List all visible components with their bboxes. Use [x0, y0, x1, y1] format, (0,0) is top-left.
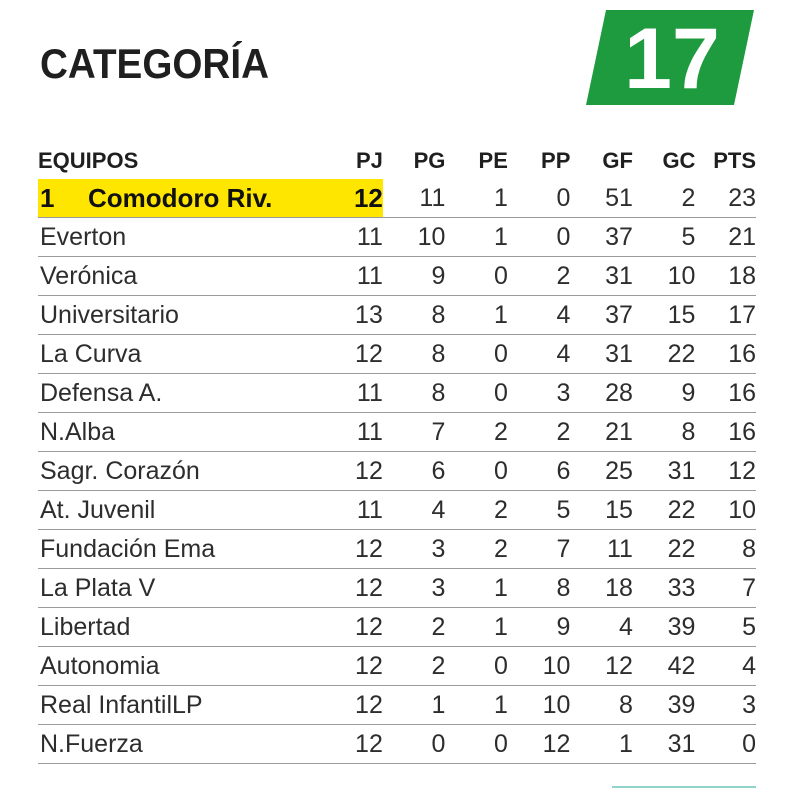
column-header-gf: GF: [602, 148, 633, 173]
stat-pp: 10: [508, 686, 571, 725]
stat-pe: 0: [445, 452, 508, 491]
table-row: [38, 413, 756, 452]
rank-number: 1: [40, 182, 55, 213]
stat-gf: 18: [570, 569, 633, 608]
stat-gc: 15: [633, 296, 696, 335]
stat-pj: 12: [341, 179, 383, 218]
stat-gf: 21: [570, 413, 633, 452]
stat-gc: 22: [633, 530, 696, 569]
stat-gf: 28: [570, 374, 633, 413]
stat-pj: 11: [341, 491, 383, 530]
stat-gf: 51: [570, 179, 633, 218]
stat-gf: 1: [570, 725, 633, 764]
stat-pj: 11: [341, 218, 383, 257]
stat-pts: 17: [695, 296, 756, 335]
stat-pe: 2: [445, 530, 508, 569]
table-row: [38, 569, 756, 608]
stat-pts: 16: [695, 335, 756, 374]
table-row: [38, 608, 756, 647]
team-name: La Curva: [40, 339, 142, 368]
team-cell: [38, 257, 341, 296]
stat-pts: 0: [695, 725, 756, 764]
team-cell: [38, 335, 341, 374]
table-row: [38, 725, 756, 764]
stat-gc: 22: [633, 335, 696, 374]
stat-pg: 7: [383, 413, 446, 452]
category-badge-number: 17: [624, 11, 720, 105]
team-name: N.Fuerza: [40, 729, 143, 758]
team-name: Fundación Ema: [40, 534, 216, 563]
stat-pj: 13: [341, 296, 383, 335]
stat-pg: 6: [383, 452, 446, 491]
team-name: La Plata V: [40, 573, 156, 602]
column-header-pg: PG: [413, 148, 446, 173]
stat-pts: 10: [695, 491, 756, 530]
stat-gf: 11: [570, 530, 633, 569]
stat-pts: 3: [695, 686, 756, 725]
stat-gc: 2: [633, 179, 696, 218]
team-cell: [38, 647, 341, 686]
stat-pj: 12: [341, 647, 383, 686]
stat-pe: 2: [445, 491, 508, 530]
stat-gc: 39: [633, 608, 696, 647]
stat-pts: 21: [695, 218, 756, 257]
stat-gc: 42: [633, 647, 696, 686]
team-name: Defensa A.: [40, 378, 163, 407]
stat-pts: 7: [695, 569, 756, 608]
stat-pj: 11: [341, 413, 383, 452]
page-title: CATEGORÍA: [40, 40, 269, 87]
stat-pts: 16: [695, 374, 756, 413]
team-cell: [38, 608, 341, 647]
stat-pts: 8: [695, 530, 756, 569]
stat-gc: 9: [633, 374, 696, 413]
team-cell: [38, 686, 341, 725]
category-badge: [586, 10, 754, 105]
stat-pp: 0: [508, 218, 571, 257]
stat-pts: 18: [695, 257, 756, 296]
column-header-pe: PE: [478, 148, 508, 173]
stat-pg: 3: [383, 530, 446, 569]
team-cell: [38, 296, 341, 335]
stat-pj: 12: [341, 569, 383, 608]
stat-pp: 10: [508, 647, 571, 686]
team-cell: [38, 725, 341, 764]
table-row: [38, 335, 756, 374]
stat-gc: 31: [633, 725, 696, 764]
stat-pg: 4: [383, 491, 446, 530]
table-header-row: [38, 143, 756, 179]
stat-pj: 12: [341, 725, 383, 764]
stat-gc: 33: [633, 569, 696, 608]
stat-pp: 7: [508, 530, 571, 569]
stat-pp: 2: [508, 257, 571, 296]
team-cell: [38, 569, 341, 608]
stat-pe: 0: [445, 374, 508, 413]
team-name: N.Alba: [40, 417, 116, 446]
stat-pj: 12: [341, 608, 383, 647]
stat-pe: 1: [445, 179, 508, 218]
stat-pts: 5: [695, 608, 756, 647]
stat-pg: 1: [383, 686, 446, 725]
table-row: [38, 218, 756, 257]
stat-pe: 1: [445, 686, 508, 725]
stat-gf: 37: [570, 218, 633, 257]
stat-pj: 12: [341, 530, 383, 569]
stat-pj: 12: [341, 686, 383, 725]
column-header-pp: PP: [541, 148, 571, 173]
stat-pg: 8: [383, 296, 446, 335]
stat-pts: 4: [695, 647, 756, 686]
stat-pe: 1: [445, 608, 508, 647]
stat-pe: 0: [445, 647, 508, 686]
stat-pg: 3: [383, 569, 446, 608]
stat-pp: 8: [508, 569, 571, 608]
stat-pts: 12: [695, 452, 756, 491]
table-row: [38, 374, 756, 413]
stat-pj: 11: [341, 257, 383, 296]
table-row: [38, 452, 756, 491]
stat-gc: 31: [633, 452, 696, 491]
stat-gc: 10: [633, 257, 696, 296]
team-name: Verónica: [40, 261, 138, 290]
stat-pj: 11: [341, 374, 383, 413]
stat-pp: 0: [508, 179, 571, 218]
column-header-equipos: EQUIPOS: [38, 148, 139, 173]
stat-gc: 8: [633, 413, 696, 452]
stat-pp: 9: [508, 608, 571, 647]
table-row: [38, 530, 756, 569]
team-name: Autonomia: [40, 651, 160, 680]
stat-gf: 12: [570, 647, 633, 686]
standings-table: [38, 143, 756, 764]
stat-pe: 1: [445, 569, 508, 608]
stat-pg: 9: [383, 257, 446, 296]
table-row-leader: [38, 179, 756, 218]
stat-gf: 25: [570, 452, 633, 491]
stat-pe: 2: [445, 413, 508, 452]
column-header-pts: PTS: [713, 148, 756, 173]
table-row: [38, 686, 756, 725]
table-row: [38, 296, 756, 335]
stat-gc: 5: [633, 218, 696, 257]
team-cell: [38, 374, 341, 413]
team-cell: [38, 413, 341, 452]
table-row: [38, 491, 756, 530]
stat-pp: 4: [508, 335, 571, 374]
team-cell: [38, 491, 341, 530]
stat-gc: 22: [633, 491, 696, 530]
stat-pg: 0: [383, 725, 446, 764]
team-name: Comodoro Riv.: [88, 182, 273, 213]
team-name: Sagr. Corazón: [40, 456, 200, 485]
column-header-pj: PJ: [355, 148, 383, 173]
stat-gf: 31: [570, 257, 633, 296]
stat-pp: 5: [508, 491, 571, 530]
category-badge-shape: [586, 10, 754, 105]
team-cell: [38, 530, 341, 569]
team-name: Real InfantilLP: [40, 690, 203, 719]
stat-pe: 0: [445, 257, 508, 296]
team-cell: [38, 179, 341, 218]
table-row: [38, 257, 756, 296]
stat-pp: 6: [508, 452, 571, 491]
team-name: Universitario: [40, 300, 179, 329]
stat-pts: 16: [695, 413, 756, 452]
stat-gf: 37: [570, 296, 633, 335]
stat-pts: 23: [695, 179, 756, 218]
team-cell: [38, 452, 341, 491]
team-name: Libertad: [40, 612, 131, 641]
stat-pg: 8: [383, 374, 446, 413]
stat-gf: 15: [570, 491, 633, 530]
stat-pe: 1: [445, 296, 508, 335]
stat-pj: 12: [341, 335, 383, 374]
stat-pp: 2: [508, 413, 571, 452]
stat-pj: 12: [341, 452, 383, 491]
stat-pg: 2: [383, 647, 446, 686]
stat-pe: 1: [445, 218, 508, 257]
footer-divider: [612, 786, 756, 788]
column-header-gc: GC: [662, 148, 696, 173]
stat-pe: 0: [445, 335, 508, 374]
team-cell: [38, 218, 341, 257]
stat-pg: 10: [383, 218, 446, 257]
team-name: At. Juvenil: [40, 495, 156, 524]
stat-pp: 12: [508, 725, 571, 764]
stat-gc: 39: [633, 686, 696, 725]
stat-pp: 4: [508, 296, 571, 335]
stat-gf: 31: [570, 335, 633, 374]
stat-pp: 3: [508, 374, 571, 413]
team-name: Everton: [40, 222, 127, 251]
table-row: [38, 647, 756, 686]
stat-pg: 2: [383, 608, 446, 647]
stat-pe: 0: [445, 725, 508, 764]
stat-gf: 4: [570, 608, 633, 647]
stat-pg: 11: [383, 179, 446, 218]
stat-gf: 8: [570, 686, 633, 725]
stat-pg: 8: [383, 335, 446, 374]
